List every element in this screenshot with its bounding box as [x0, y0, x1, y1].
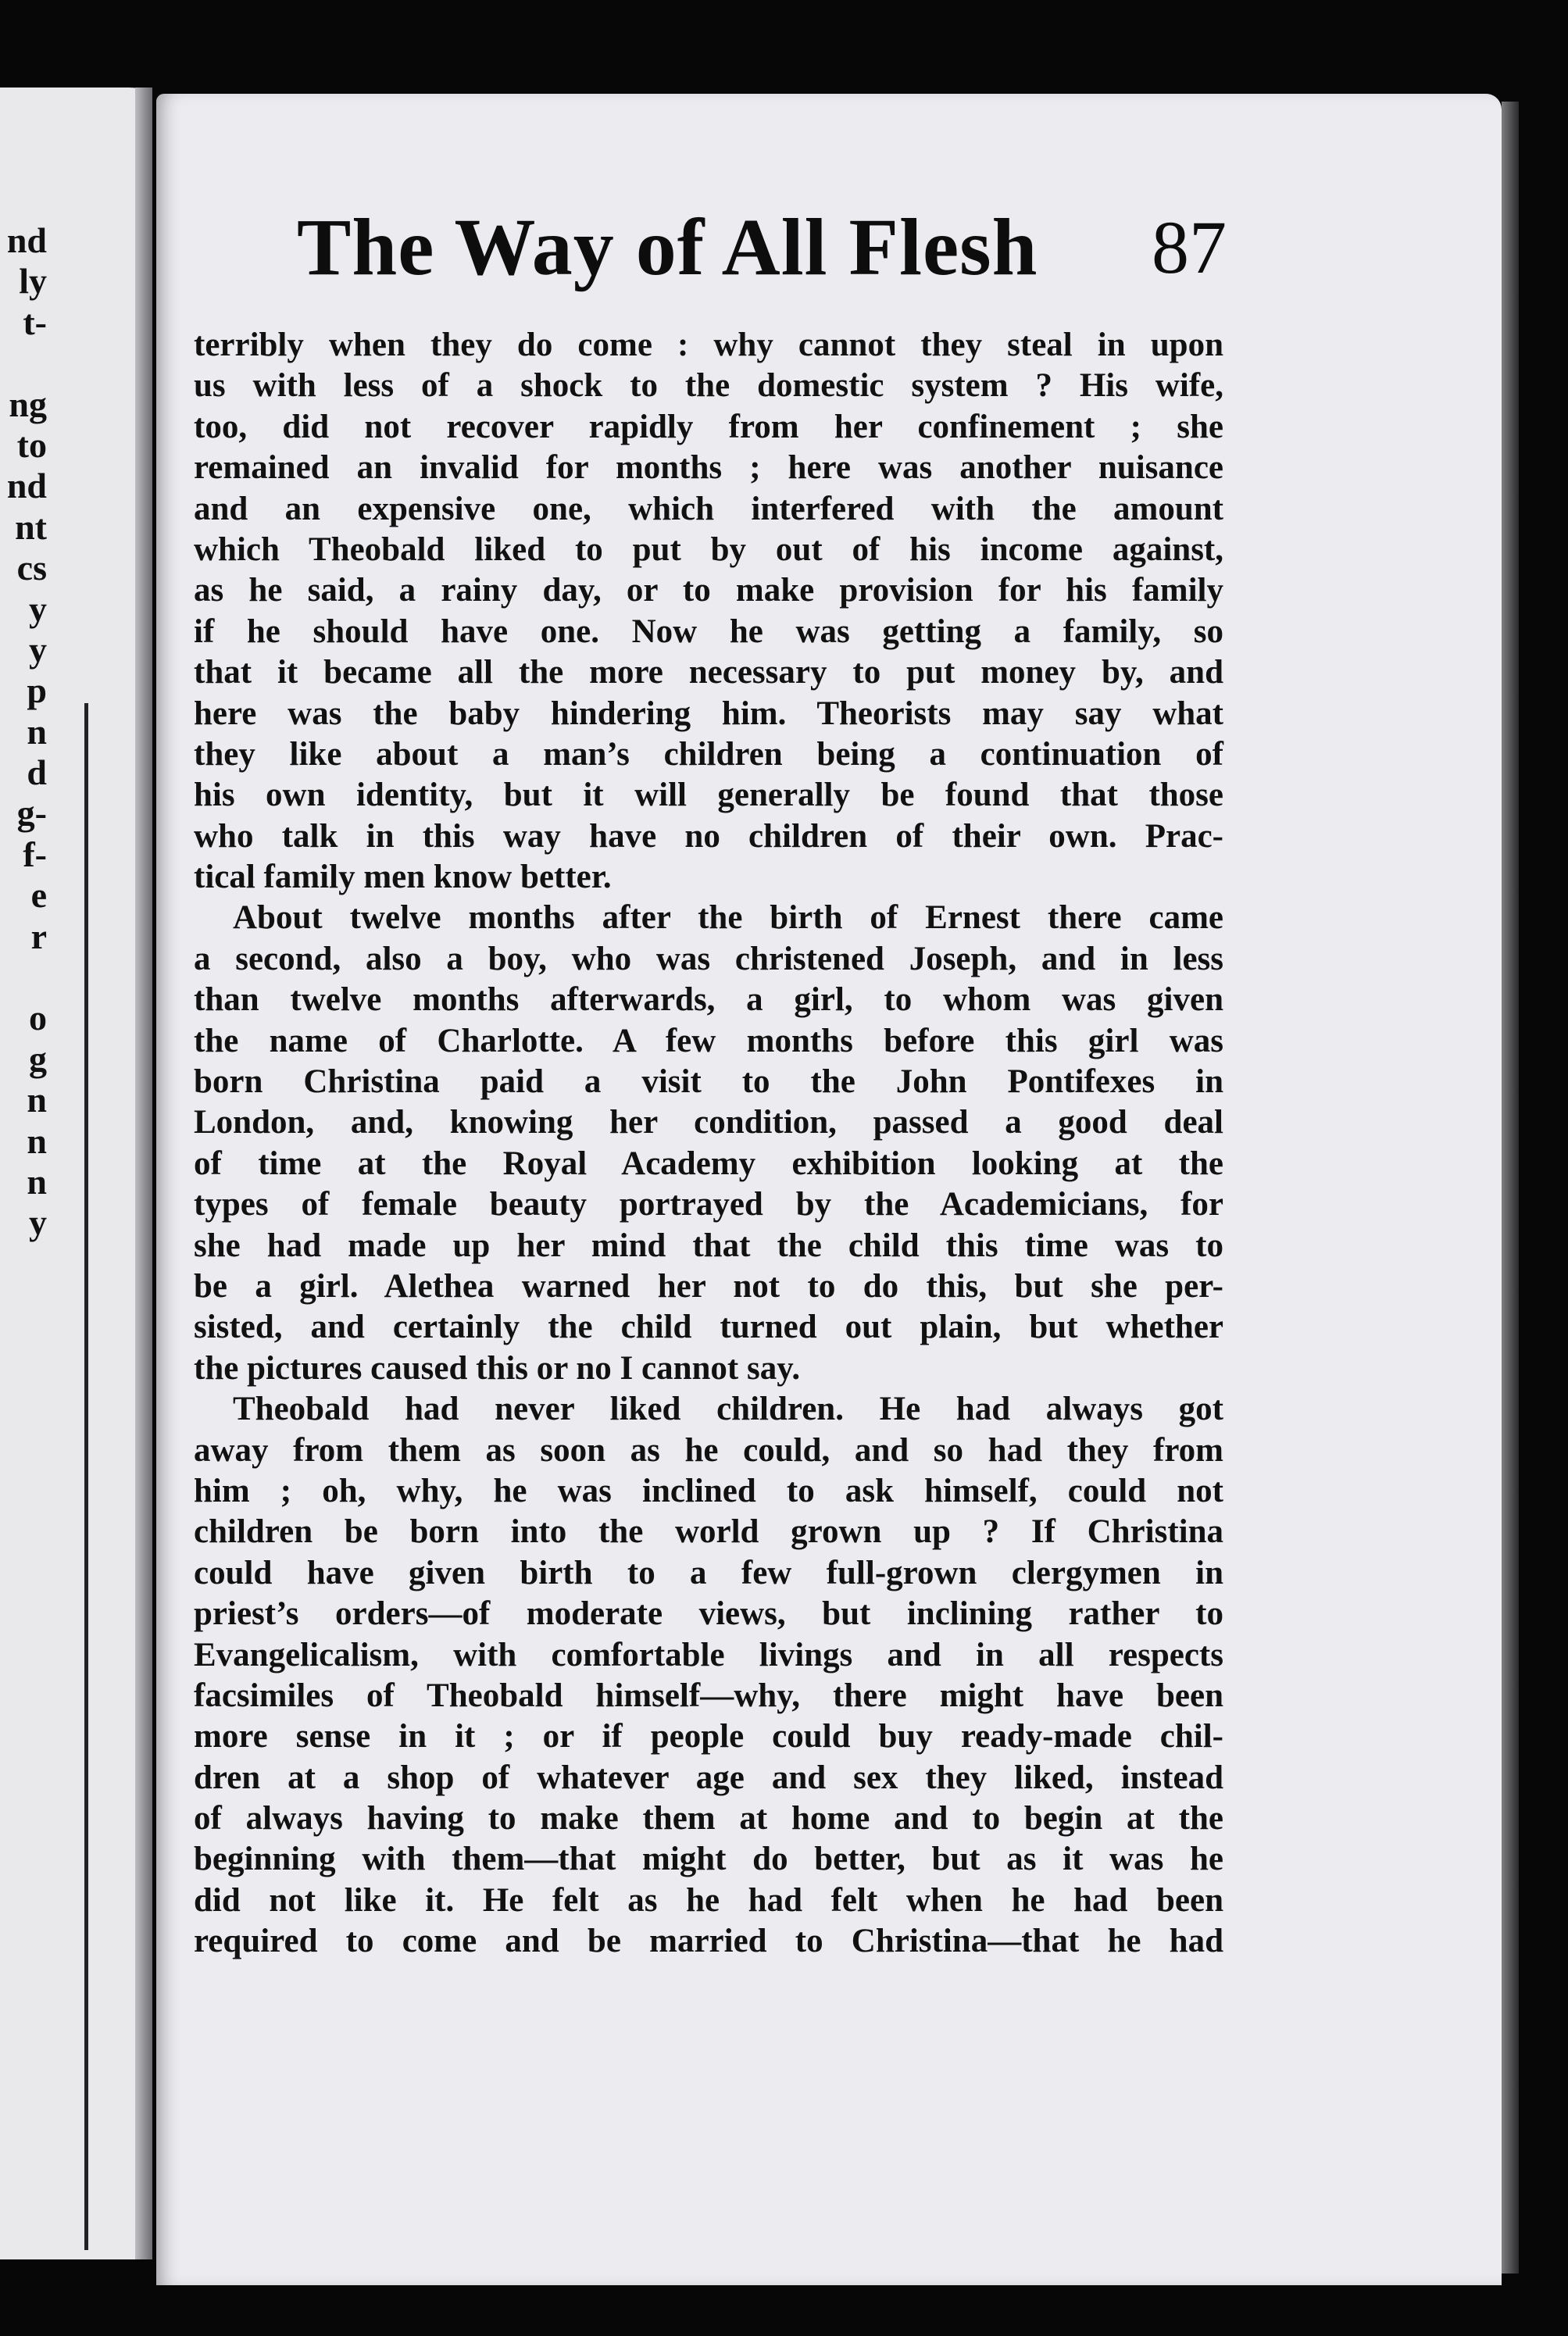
text-line: his own identity, but it will generally be found that those — [194, 777, 1223, 814]
text-line: did not like it. He felt as he had felt when he had been — [194, 1881, 1223, 1919]
text-line: be a girl. Alethea warned her not to do this, but she per- — [194, 1267, 1223, 1305]
fragment-line: y — [29, 588, 47, 629]
fragment-line: o — [29, 998, 47, 1038]
page-fold-line — [84, 703, 88, 2250]
text-line: Evangelicalism, with comfortable livings and in all respects — [194, 1636, 1223, 1673]
text-line: more sense in it ; or if people could buy ready-made chil- — [194, 1718, 1223, 1756]
fragment-line: d — [27, 752, 47, 793]
page-right-edge — [1502, 102, 1519, 2273]
fragment-line: to — [16, 424, 47, 465]
fragment-line: nd — [6, 466, 47, 506]
text-line: us with less of a shock to the domestic system ? His wife, — [194, 367, 1223, 405]
fragment-line: cs — [16, 548, 47, 588]
text-line: remained an invalid for months ; here was another nuisance — [194, 449, 1223, 487]
text-line: children be born into the world grown up ? If Christina — [194, 1513, 1223, 1551]
paragraph-start-line: Theobald had never liked children. He had always got — [233, 1391, 1223, 1428]
fragment-line: g — [29, 1038, 47, 1079]
text-line: too, did not recover rapidly from her confinement ; she — [194, 408, 1223, 445]
book-title: The Way of All Flesh — [297, 202, 1038, 292]
text-line: she had made up her mind that the child this time was to — [194, 1227, 1223, 1264]
fragment-line: y — [29, 629, 47, 670]
fragment-line: f- — [23, 834, 47, 874]
text-line: away from them as soon as he could, and so had they from — [194, 1431, 1223, 1469]
fragment-line: nd — [6, 220, 47, 260]
text-line: that it became all the more necessary to put money by, and — [194, 654, 1223, 691]
fragment-line: nt — [15, 506, 47, 547]
fragment-line — [0, 343, 47, 384]
fragment-line: y — [29, 1202, 47, 1243]
text-line: who talk in this way have no children of their own. Prac- — [194, 817, 1223, 855]
fragment-line — [0, 957, 47, 998]
fragment-line: t- — [23, 302, 47, 342]
previous-page-text-fragments — [0, 220, 47, 1244]
text-line: London, and, knowing her condition, passed a good deal — [194, 1104, 1223, 1141]
gutter-shadow — [135, 88, 152, 2259]
text-line: priest’s orders—of moderate views, but inclining rather to — [194, 1595, 1223, 1633]
text-line: him ; oh, why, he was inclined to ask himself, could not — [194, 1472, 1223, 1509]
text-line: sisted, and certainly the child turned out plain, but whether — [194, 1309, 1223, 1346]
fragment-line: r — [30, 916, 47, 956]
text-line: than twelve months afterwards, a girl, to whom was given — [194, 981, 1223, 1019]
fragment-line: n — [27, 711, 47, 752]
body-text — [194, 325, 1223, 1963]
fragment-line: e — [30, 875, 47, 916]
text-line: here was the baby hindering him. Theorists may say what — [194, 695, 1223, 732]
fragment-line: g- — [16, 793, 47, 834]
paragraph-end-line: the pictures caused this or no I cannot say. — [194, 1349, 801, 1387]
text-line: which Theobald liked to put by out of his income against, — [194, 530, 1223, 568]
text-line: terribly when they do come : why cannot they steal in upon — [194, 327, 1223, 363]
text-line: dren at a shop of whatever age and sex they liked, instead — [194, 1759, 1223, 1796]
text-line: required to come and be married to Christina—that he had — [194, 1923, 1223, 1960]
page-number: 87 — [1152, 205, 1227, 289]
fragment-line: ly — [19, 261, 47, 302]
fragment-line: n — [27, 1161, 47, 1202]
text-line: and an expensive one, which interfered with the amount — [194, 490, 1223, 527]
text-line: as he said, a rainy day, or to make provision for his family — [194, 572, 1223, 609]
text-line: of time at the Royal Academy exhibition looking at the — [194, 1145, 1223, 1182]
text-line: beginning with them—that might do better, but as it was he — [194, 1841, 1223, 1878]
text-line: types of female beauty portrayed by the Academicians, for — [194, 1186, 1223, 1223]
fragment-line: n — [27, 1120, 47, 1161]
text-line: born Christina paid a visit to the John Pontifexes in — [194, 1063, 1223, 1101]
text-line: they like about a man’s children being a continuation of — [194, 735, 1223, 773]
text-line: could have given birth to a few full-grown clergymen in — [194, 1554, 1223, 1591]
fragment-line: n — [27, 1080, 47, 1120]
fragment-line: ng — [9, 384, 47, 424]
running-head — [297, 197, 1227, 298]
text-line: if he should have one. Now he was getting a family, so — [194, 613, 1223, 650]
text-line: facsimiles of Theobald himself—why, there might have been — [194, 1677, 1223, 1714]
paragraph-start-line: About twelve months after the birth of Ernest there came — [233, 899, 1223, 937]
paragraph-end-line: tical family men know better. — [194, 859, 612, 896]
fragment-line: p — [27, 670, 47, 711]
text-line: the name of Charlotte. A few months before this girl was — [194, 1022, 1223, 1059]
text-line: of always having to make them at home and to begin at the — [194, 1800, 1223, 1838]
text-line: a second, also a boy, who was christened Joseph, and in less — [194, 940, 1223, 977]
